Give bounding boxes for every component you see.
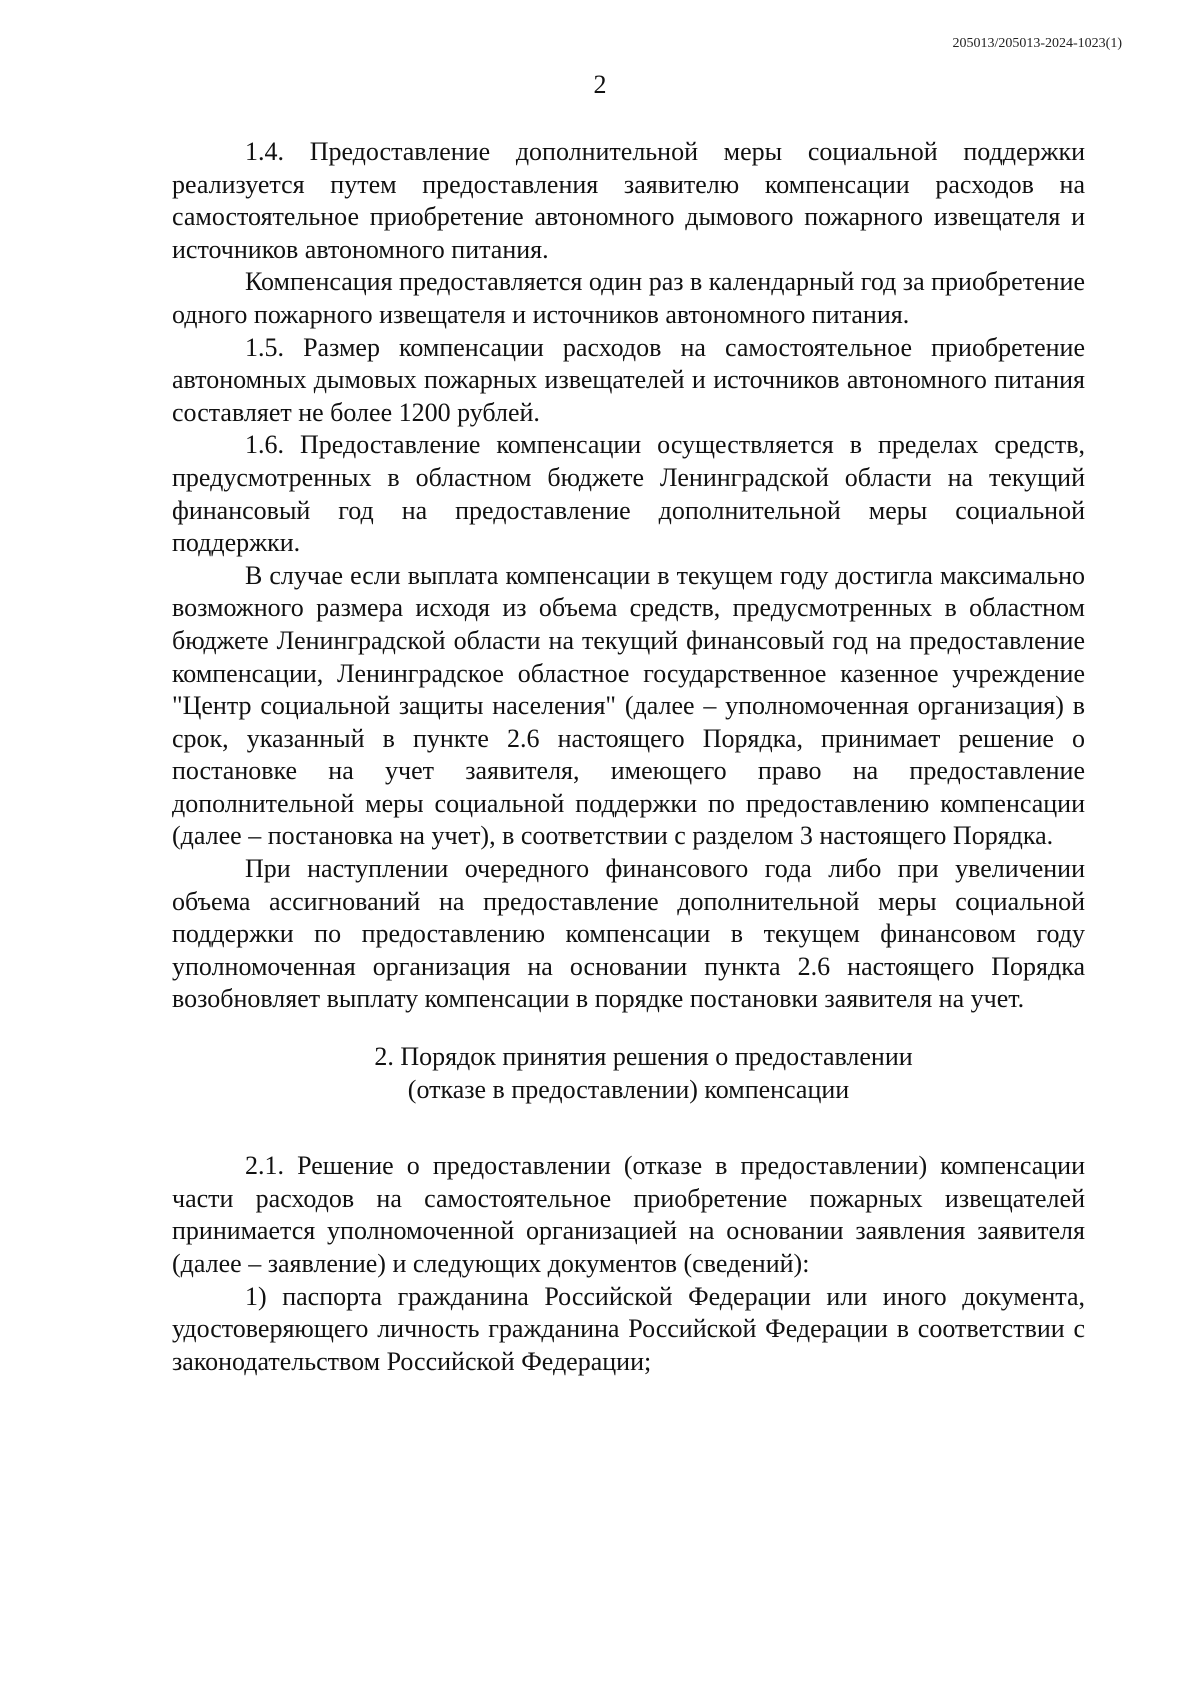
page-number: 2 bbox=[593, 70, 607, 99]
paragraph-1-5: 1.5. Размер компенсации расходов на самостоятельное приобретение автономных дымовых пожарных извещателей и источников автономного питания составляет не более 1200 рублей. bbox=[172, 332, 1085, 427]
paragraph-2-1: 2.1. Решение о предоставлении (отказе в предоставлении) компенсации части расходов на самостоятельное приобретение пожарных извещателей принимается уполномоченной организацией на основании заявления заявителя (далее – заявление) и следующих документов (сведений): bbox=[172, 1151, 1085, 1278]
paragraph-1-6: 1.6. Предоставление компенсации осуществляется в пределах средств, предусмотренных в областном бюджете Ленинградской области на текущий финансовый год на предоставление дополнительной меры социальной поддержки. bbox=[172, 430, 1085, 558]
document-body bbox=[172, 136, 1085, 1378]
paragraph-resumption: При наступлении очередного финансового года либо при увеличении объема ассигнований на предоставление дополнительной меры социальной поддержки по предоставлению компенсации в текущем финансовом году уполномоченная организация на основании пункта 2.6 настоящего Порядка возобновляет выплату компенсации в порядке постановки заявителя на учет. bbox=[172, 854, 1085, 1014]
document-id: 205013/205013-2024-1023(1) bbox=[952, 36, 1122, 51]
paragraph-registration: В случае если выплата компенсации в текущем году достигла максимально возможного размера исходя из объема средств, предусмотренных в областном бюджете Ленинградской области на текущий финансовый год на предоставление компенсации, Ленинградское областное государственное казенное учреждение "Центр социальной защиты населения" (далее – уполномоченная организация) в срок, указанный в пункте 2.6 настоящего Порядка, принимает решение о постановке на учет заявителя, имеющего право на предоставление дополнительной меры социальной поддержки по предоставлению компенсации (далее – постановка на учет), в соответствии с разделом 3 настоящего Порядка. bbox=[172, 560, 1085, 851]
paragraph-1-4: 1.4. Предоставление дополнительной меры социальной поддержки реализуется путем предоставления заявителю компенсации расходов на самостоятельное приобретение автономного дымового пожарного извещателя и источников автономного питания. bbox=[172, 137, 1085, 264]
section-heading-line-2: (отказе в предоставлении) компенсации bbox=[407, 1074, 850, 1104]
paragraph-compensation-frequency: Компенсация предоставляется один раз в календарный год за приобретение одного пожарного извещателя и источников автономного питания. bbox=[172, 267, 1085, 329]
section-heading bbox=[172, 1041, 1085, 1106]
paragraph-item-1: 1) паспорта гражданина Российской Федерации или иного документа, удостоверяющего личность гражданина Российской Федерации в соответствии с законодательством Российской Федерации; bbox=[172, 1281, 1085, 1376]
section-heading-line-1: 2. Порядок принятия решения о предоставлении bbox=[374, 1042, 913, 1072]
